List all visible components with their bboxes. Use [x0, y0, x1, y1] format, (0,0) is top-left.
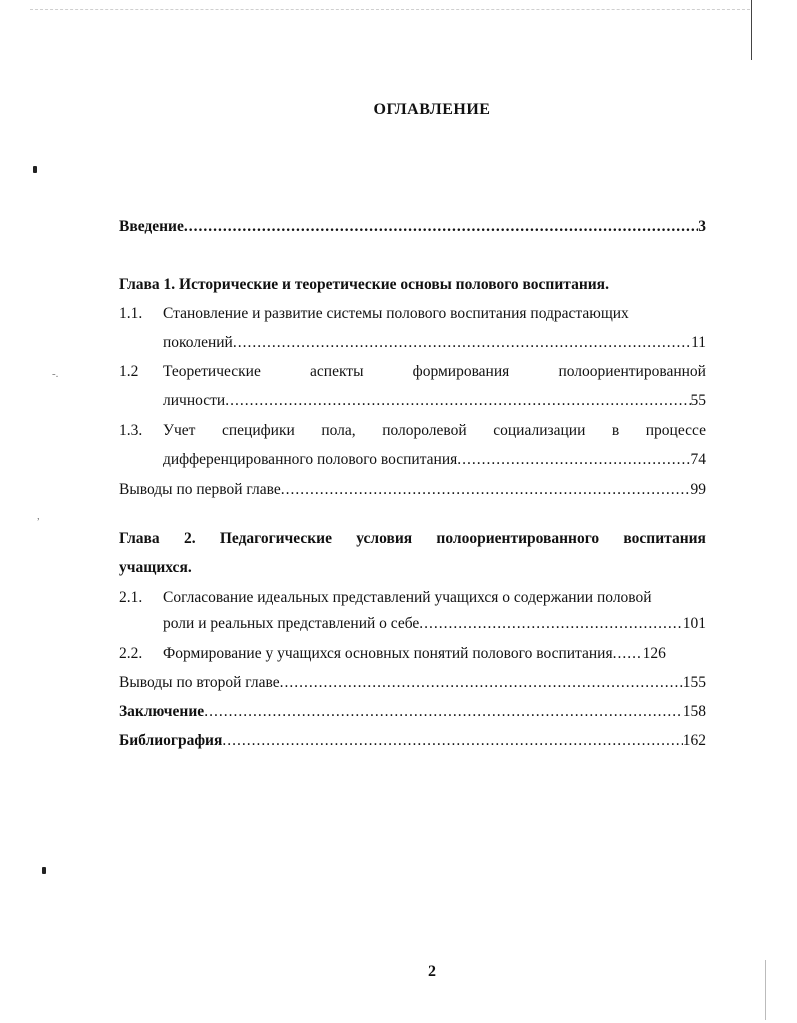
toc-page: 126 — [642, 645, 666, 662]
toc-entry-1-1[interactable] — [163, 304, 706, 324]
toc-entry-2-1-cont[interactable] — [163, 614, 706, 634]
toc-page: 11 — [691, 334, 706, 351]
toc-label: Становление и развитие системы полового воспитания подрастающих — [163, 305, 629, 322]
chapter-2-heading[interactable] — [119, 529, 706, 549]
toc-entry-conclusions-2[interactable] — [119, 673, 706, 693]
chapter-2-heading-cont[interactable]: учащихся. — [119, 559, 192, 576]
toc-leader — [281, 480, 691, 500]
toc-leader — [222, 731, 682, 751]
page-title: ОГЛАВЛЕНИЕ — [373, 101, 491, 118]
toc-word: Учет — [163, 422, 196, 439]
toc-leader — [419, 614, 682, 634]
toc-leader — [613, 644, 643, 664]
chapter-word: условия — [356, 530, 413, 547]
toc-label: дифференцированного полового воспитания — [163, 451, 458, 468]
scan-speck: , — [37, 510, 40, 522]
toc-label: роли и реальных представлений о себе — [163, 615, 420, 632]
chapter-1-heading[interactable]: Глава 1. Исторические и теоретические основы полового воспитания. — [119, 276, 609, 293]
toc-label: Выводы по первой главе — [119, 481, 281, 498]
section-number: 2.2. — [119, 645, 143, 662]
chapter-word: воспитания — [623, 530, 706, 547]
toc-page: 162 — [682, 732, 706, 749]
toc-entry-1-2[interactable] — [163, 362, 706, 382]
toc-entry-2-1[interactable] — [163, 588, 706, 608]
toc-page: 99 — [690, 481, 706, 498]
toc-leader — [233, 333, 691, 353]
toc-word: процессе — [645, 422, 706, 439]
toc-entry-1-3[interactable] — [163, 421, 706, 441]
toc-leader — [280, 673, 683, 693]
toc-label: личности — [163, 392, 226, 409]
toc-label: Выводы по второй главе — [119, 674, 280, 691]
section-number: 2.1. — [119, 589, 143, 606]
toc-page: 155 — [682, 674, 706, 691]
toc-word: в — [611, 422, 620, 439]
toc-leader — [204, 702, 683, 722]
section-number: 1.3. — [119, 422, 143, 439]
toc-leader — [184, 217, 698, 237]
section-number: 1.1. — [119, 305, 143, 322]
chapter-word: полоориентированного — [436, 530, 600, 547]
toc-entry-1-2-cont[interactable] — [163, 391, 706, 411]
toc-word: социализации — [493, 422, 586, 439]
toc-page: 101 — [682, 615, 706, 632]
chapter-word: Педагогические — [219, 530, 332, 547]
toc-word: полоориентированной — [558, 363, 706, 380]
toc-page: 74 — [690, 451, 706, 468]
toc-leader — [457, 450, 690, 470]
toc-label: Формирование у учащихся основных понятий полового воспитания — [163, 645, 613, 662]
toc-entry-conclusions-1[interactable] — [119, 480, 706, 500]
toc-entry-1-3-cont[interactable] — [163, 450, 706, 470]
toc-page: 55 — [690, 392, 706, 409]
section-number: 1.2 — [119, 363, 139, 380]
chapter-word: Глава — [119, 530, 160, 547]
chapter-word: 2. — [183, 530, 196, 547]
toc-entry-1-1-cont[interactable] — [163, 333, 706, 353]
page-number: 2 — [428, 963, 436, 980]
toc-label: Заключение — [119, 703, 205, 720]
toc-word: пола, — [321, 422, 356, 439]
toc-label: Согласование идеальных представлений учащихся о содержании половой — [163, 589, 652, 606]
toc-label: Библиография — [119, 732, 223, 749]
toc-label: Введение — [119, 218, 184, 235]
toc-entry-bibliography[interactable] — [119, 731, 706, 751]
toc-page: 3 — [698, 218, 706, 235]
toc-word: Теоретические — [163, 363, 261, 380]
toc-label: поколений — [163, 334, 233, 351]
toc-word: формирования — [412, 363, 510, 380]
toc-leader — [225, 391, 690, 411]
toc-word: специфики — [221, 422, 295, 439]
toc-entry-conclusion[interactable] — [119, 702, 706, 722]
toc-entry-intro[interactable] — [119, 217, 706, 237]
toc-word: аспекты — [310, 363, 364, 380]
toc-word: полоролевой — [382, 422, 467, 439]
scan-speck: -. — [52, 368, 59, 380]
toc-entry-2-2[interactable] — [163, 644, 706, 664]
toc-page: 158 — [682, 703, 706, 720]
